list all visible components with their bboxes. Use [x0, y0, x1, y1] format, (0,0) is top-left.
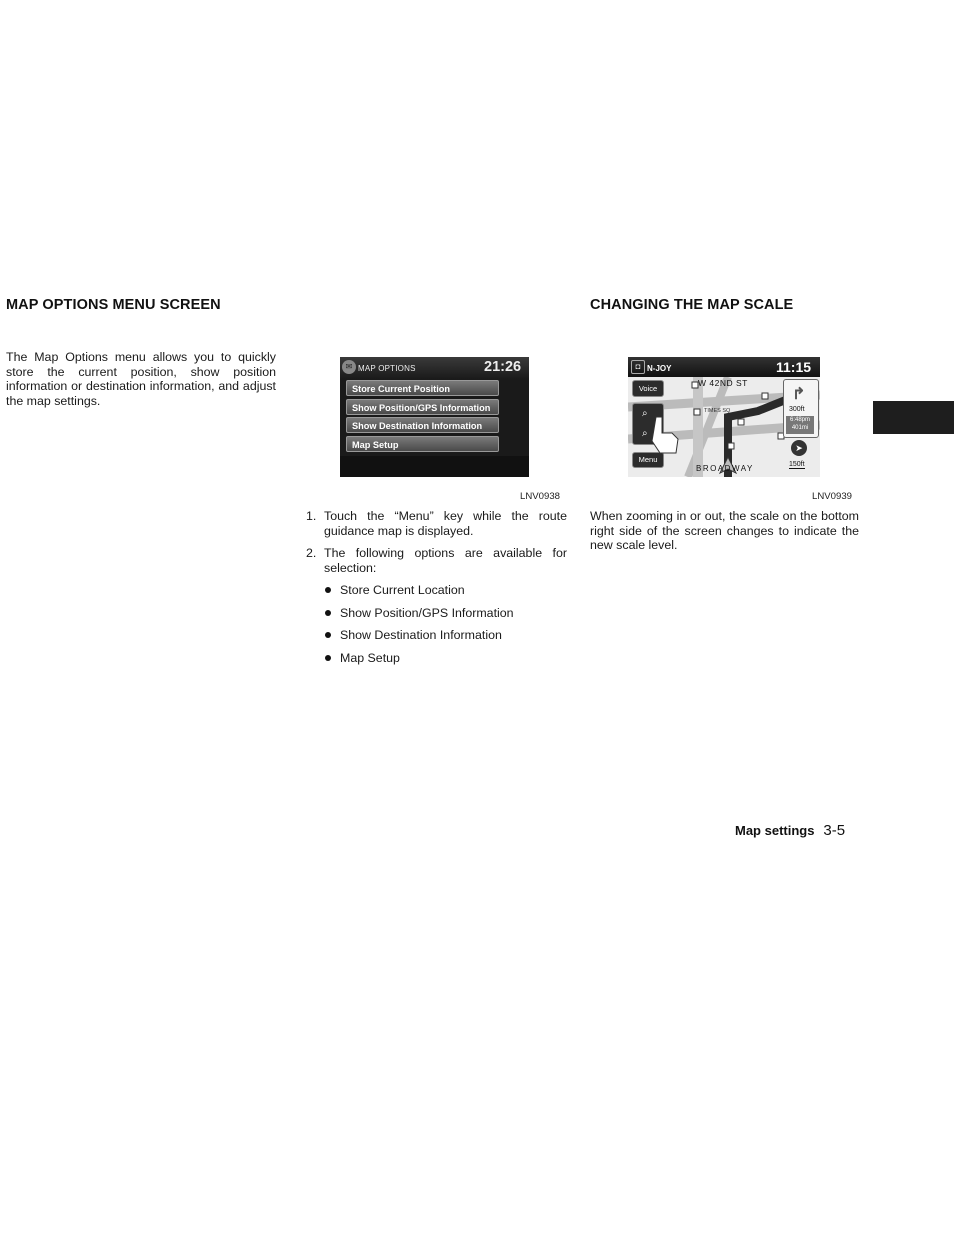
intro-paragraph: The Map Options menu allows you to quickly store the current position, show position information or destination information, and adjust the map settings. [6, 350, 276, 409]
street-label-times-sq: TIMES SQ [704, 408, 731, 414]
step-1 [306, 509, 567, 538]
bullet-text: Show Destination Information [340, 628, 502, 643]
eta-unit: pm [801, 417, 811, 423]
bullet-item [324, 583, 567, 598]
street-label-w42nd: W 42ND ST [698, 378, 748, 388]
menu-item-map-setup: Map Setup [346, 436, 499, 452]
menu-item-show-destination: Show Destination Information [346, 417, 499, 433]
map-clock: 11:15 [776, 359, 812, 375]
poi-marker [738, 419, 744, 425]
screen-title: MAP OPTIONS [358, 364, 416, 373]
bullet-icon [325, 587, 331, 593]
map-options-screenshot [340, 357, 529, 477]
eta-time: 6:48 [789, 417, 802, 423]
remaining-distance: 401mi [791, 425, 809, 431]
menu-item-store-current-position: Store Current Position [346, 380, 499, 396]
figure-caption-lnv0939: LNV0939 [812, 491, 853, 502]
step-1-text: Touch the “Menu” key while the route guidance map is displayed. [324, 509, 567, 538]
footer-section-title: Map settings [735, 823, 815, 838]
menu-icon: ✉ [342, 360, 356, 374]
zoom-in-icon: ⌕ [642, 408, 648, 419]
screen-clock: 21:26 [484, 359, 522, 375]
map-scale-screenshot [628, 357, 820, 477]
figure-caption-lnv0938: LNV0938 [520, 491, 561, 502]
bullet-icon [325, 655, 331, 661]
turn-info-panel [783, 379, 819, 438]
bullet-text: Show Position/GPS Information [340, 605, 514, 620]
step-2-number: 2. [306, 546, 317, 561]
section-heading-map-options: MAP OPTIONS MENU SCREEN [6, 297, 221, 313]
turn-distance: 300ft [789, 406, 805, 413]
bullet-item [324, 628, 567, 643]
section-heading-map-scale: CHANGING THE MAP SCALE [590, 297, 794, 313]
bullet-item [324, 606, 567, 621]
poi-marker [762, 393, 768, 399]
zoom-out-icon: ⌕ [642, 428, 648, 439]
eta-box [786, 416, 814, 434]
turn-right-arrow-icon: ↱ [792, 386, 806, 403]
bullet-text: Map Setup [340, 651, 400, 666]
menu-item-show-position-gps: Show Position/GPS Information [346, 399, 499, 415]
hand-pointer-icon [648, 415, 682, 455]
step-2-text: The following options are available for selection: [324, 546, 567, 576]
bullet-text: Store Current Location [340, 583, 465, 597]
map-scale-paragraph: When zooming in or out, the scale on the bottom right side of the screen changes to indicate the new scale level. [590, 509, 859, 553]
options-bullet-list [324, 583, 567, 674]
voice-button: Voice [632, 380, 664, 397]
screen-footer-area [340, 456, 529, 477]
chapter-tab [873, 401, 954, 434]
menu-button: Menu [632, 452, 664, 468]
camera-icon: ◘ [631, 360, 645, 374]
poi-marker [694, 409, 700, 415]
map-scale-indicator: 150ft [789, 461, 805, 468]
bullet-icon [325, 610, 331, 616]
street-label-broadway: BROADWAY [696, 464, 754, 473]
bullet-item [324, 651, 567, 666]
bullet-icon [325, 632, 331, 638]
poi-marker [728, 443, 734, 449]
page-number: 3-5 [823, 822, 846, 839]
page-footer [735, 822, 845, 840]
step-1-number: 1. [306, 509, 317, 523]
step-2 [306, 546, 567, 575]
steps-list [306, 509, 567, 584]
compass-icon: ➤ [791, 440, 807, 456]
radio-station: N-JOY [647, 364, 672, 373]
